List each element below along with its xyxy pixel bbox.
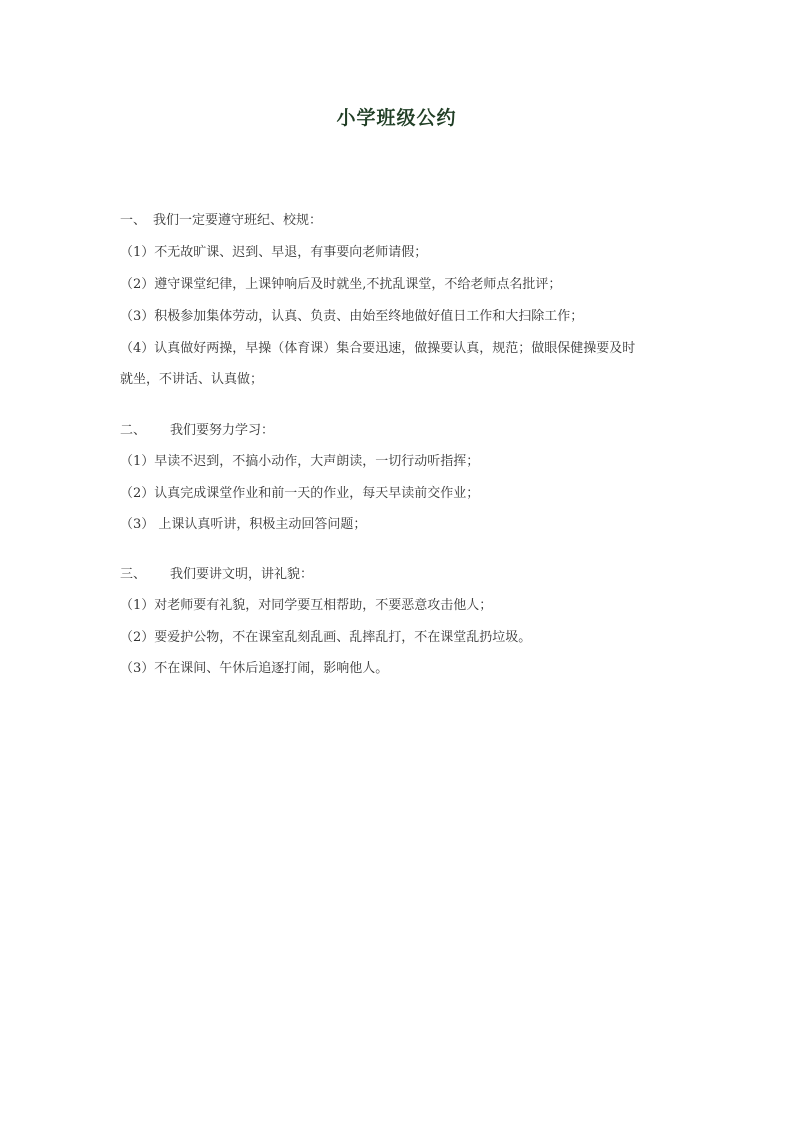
section-heading-text: 我们要努力学习： (170, 423, 275, 438)
section-heading-3 (120, 565, 313, 585)
rule-item: （3）不在课间、午休后追逐打闹，影响他人。 (120, 661, 389, 676)
document-title: 小学班级公约 (336, 107, 457, 129)
section-number: 一、 (120, 213, 147, 228)
rule-item: （1）早读不迟到，不搞小动作，大声朗读，一切行动听指挥； (120, 454, 480, 469)
section-number: 三、 (120, 567, 147, 582)
rule-item: （2）遵守课堂纪律，上课钟响后及时就坐,不扰乱课堂，不给老师点名批评； (120, 277, 562, 292)
rule-item: （2）要爱护公物，不在课室乱刻乱画、乱摔乱打，不在课堂乱扔垃圾。 (120, 630, 532, 645)
rule-item: （3）积极参加集体劳动，认真、负责、由始至终地做好值日工作和大扫除工作； (120, 309, 584, 324)
rule-item-continuation: 就坐，不讲话、认真做； (120, 372, 264, 387)
section-heading-2 (120, 421, 274, 441)
section-heading-text: 我们要讲文明，讲礼貌： (170, 567, 314, 582)
rule-item: （1）对老师要有礼貌，对同学要互相帮助，不要恶意攻击他人； (120, 598, 493, 613)
section-number: 二、 (120, 423, 147, 438)
rule-item: （2）认真完成课堂作业和前一天的作业，每天早读前交作业； (120, 486, 480, 501)
rule-item: （3） 上课认真听讲，积极主动回答问题； (120, 517, 367, 532)
section-heading-text: 我们一定要遵守班纪、校规： (153, 213, 323, 228)
rule-item: （4）认真做好两操，早操（体育课）集合要迅速，做操要认真，规范；做眼保健操要及时 (120, 341, 636, 356)
section-heading-1 (120, 211, 322, 231)
rule-item: （1）不无故旷课、迟到、早退，有事要向老师请假； (120, 245, 428, 260)
